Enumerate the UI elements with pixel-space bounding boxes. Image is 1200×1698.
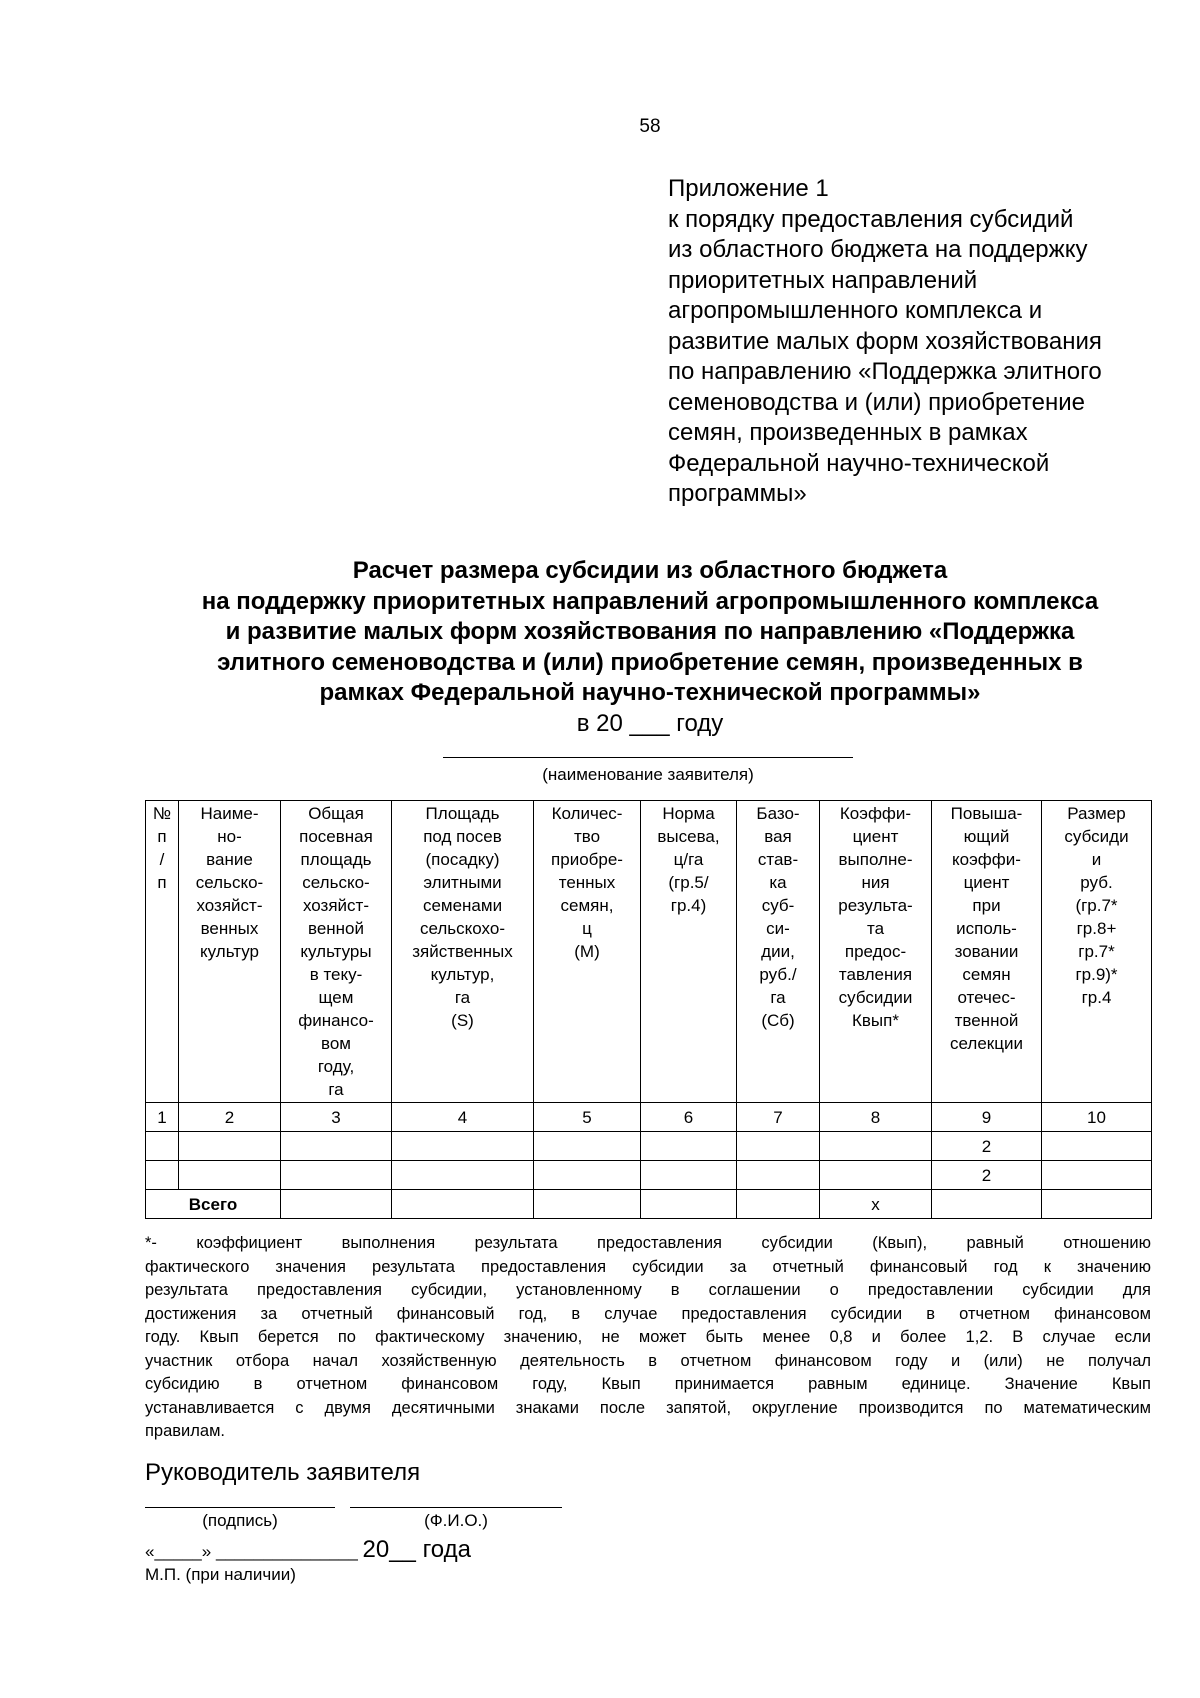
total-cell[interactable] [737,1190,820,1219]
subsidy-calculation-table [145,800,1152,1219]
column-number-cell: 1 [146,1103,179,1132]
column-numbers-row [146,1103,1152,1132]
footnote-line: году. Квып берется по фактическому значению, не может быть менее 0,8 и более 1,2. В случае если [145,1328,1151,1346]
header-cell-crop-name: Наиме- но- вание сельско- хозяйст- венных культур [179,801,281,1103]
full-name-caption: (Ф.И.О.) [424,1511,488,1530]
table-cell[interactable] [737,1161,820,1190]
table-row [146,1132,1152,1161]
table-cell[interactable] [281,1132,392,1161]
table-cell[interactable] [820,1132,932,1161]
column-number-cell: 2 [179,1103,281,1132]
date-line [145,1536,471,1564]
column-number-cell: 3 [281,1103,392,1132]
table-cell[interactable] [534,1132,641,1161]
column-number-cell: 7 [737,1103,820,1132]
footnote-line: устанавливается с двумя десятичными знаками после запятой, округление производится по математическим [145,1398,1151,1417]
header-cell-performance-coefficient: Коэффи- циент выполне- ния результа- та предос- тавления субсидии Квып* [820,801,932,1103]
column-number-cell: 8 [820,1103,932,1132]
appendix-block [668,174,1168,510]
date-close-quote: » [201,1542,212,1561]
appendix-line: Федеральной научно-технической [668,449,1050,477]
table-header-row [146,801,1152,1103]
date-year: 20__ года [362,1536,471,1563]
appendix-line: приоритетных направлений [668,266,978,294]
table-cell[interactable] [534,1161,641,1190]
column-number-cell: 5 [534,1103,641,1132]
total-label: Всего [146,1190,281,1219]
header-cell-increasing-coefficient: Повыша- ющий коэффи- циент при исполь- зовании семян отечес- твенной селекции [932,801,1042,1103]
signature-title: Руководитель заявителя [145,1459,421,1486]
column-number-cell: 6 [641,1103,737,1132]
appendix-line: программы» [668,480,807,507]
title-line: рамках Федеральной научно-технической программы» [319,679,981,706]
footnote-line: результата предоставления субсидии, установленному в соглашении о предоставлении субсидии для [145,1281,1151,1299]
table-cell[interactable] [146,1161,179,1190]
table-cell[interactable]: 2 [932,1132,1042,1161]
table-cell[interactable] [281,1161,392,1190]
appendix-line: Приложение 1 [668,175,829,202]
total-cell[interactable] [392,1190,534,1219]
column-number-cell: 4 [392,1103,534,1132]
total-cell[interactable] [641,1190,737,1219]
header-cell-number: № п / п [146,801,179,1103]
date-open-quote: « [145,1542,155,1561]
table-cell[interactable] [641,1161,737,1190]
footnote-line: правилам. [145,1422,226,1440]
table-cell[interactable] [179,1132,281,1161]
column-number-cell: 10 [1042,1103,1152,1132]
header-cell-total-area: Общая посевная площадь сельско- хозяйст- венной культуры в теку- щем финансо- вом году, га [281,801,392,1103]
table-row [146,1161,1152,1190]
total-cell: x [820,1190,932,1219]
footnote-line: достижения за отчетный финансовый год, в случае предоставления субсидии в отчетном финансовом [145,1304,1151,1323]
footnote-line: субсидию в отчетном финансовом году, Квып принимается равным единице. Значение Квып [145,1375,1151,1393]
full-name-field[interactable] [350,1507,562,1508]
total-cell[interactable] [932,1190,1042,1219]
header-cell-subsidy-amount: Размер субсиди и руб. (гр.7* гр.8+ гр.7* гр.9)* гр.4 [1042,801,1152,1103]
footnote-line: участник отбора начал хозяйственную деятельность в отчетном финансовом году и (или) не получал [145,1351,1151,1370]
header-cell-base-rate: Базо- вая став- ка суб- си- дии, руб./ га (Сб) [737,801,820,1103]
header-cell-elite-area: Площадь под посев (посадку) элитными семенами сельскохо- зяйственных культур, га (S) [392,801,534,1103]
appendix-line: семян, произведенных в рамках [668,419,1028,446]
total-row [146,1190,1152,1219]
header-cell-seed-quantity: Количес- тво приобре- тенных семян, ц (М) [534,801,641,1103]
table-cell[interactable] [737,1132,820,1161]
table-cell[interactable] [1042,1161,1152,1190]
total-cell[interactable] [281,1190,392,1219]
table-cell[interactable] [1042,1132,1152,1161]
title-line: элитного семеноводства и (или) приобретение семян, произведенных в [217,648,1083,676]
column-number-cell: 9 [932,1103,1042,1132]
date-day-field[interactable]: _____ [154,1542,202,1561]
year-line: в 20 ___ году [576,710,724,737]
table-cell[interactable] [179,1161,281,1190]
seal-note: М.П. (при наличии) [145,1565,296,1584]
footnote-line: фактического значения результата предоставления субсидии за отчетный финансовый год к значению [145,1257,1151,1276]
table-cell[interactable] [392,1161,534,1190]
date-month-field[interactable]: _______________ [215,1542,358,1561]
table-cell[interactable] [146,1132,179,1161]
footnote-line: *- коэффициент выполнения результата предоставления субсидии (Квып), равный отношению [145,1234,1151,1252]
applicant-caption: (наименование заявителя) [542,765,754,784]
appendix-line: из областного бюджета на поддержку [668,236,1088,263]
signature-field[interactable] [145,1507,335,1508]
title-line: и развитие малых форм хозяйствования по направлению «Поддержка [225,618,1075,645]
appendix-line: к порядку предоставления субсидий [668,205,1074,233]
appendix-line: агропромышленного комплекса и [668,297,1043,324]
table-cell[interactable] [820,1161,932,1190]
table-cell[interactable]: 2 [932,1161,1042,1190]
signature-caption: (подпись) [202,1511,278,1530]
appendix-line: по направлению «Поддержка элитного [668,358,1102,385]
title-line: на поддержку приоритетных направлений агропромышленного комплекса [201,587,1099,615]
document-title [100,556,1200,709]
table-cell[interactable] [641,1132,737,1161]
page-number: 58 [639,116,661,137]
total-cell[interactable] [534,1190,641,1219]
footnote [145,1232,1151,1444]
appendix-line: семеноводства и (или) приобретение [668,388,1085,416]
appendix-line: развитие малых форм хозяйствования [668,327,1102,355]
header-cell-seeding-rate: Норма высева, ц/га (гр.5/ гр.4) [641,801,737,1103]
title-line: Расчет размера субсидии из областного бюджета [352,557,948,584]
table-cell[interactable] [392,1132,534,1161]
applicant-name-field[interactable] [443,757,853,758]
total-cell[interactable] [1042,1190,1152,1219]
